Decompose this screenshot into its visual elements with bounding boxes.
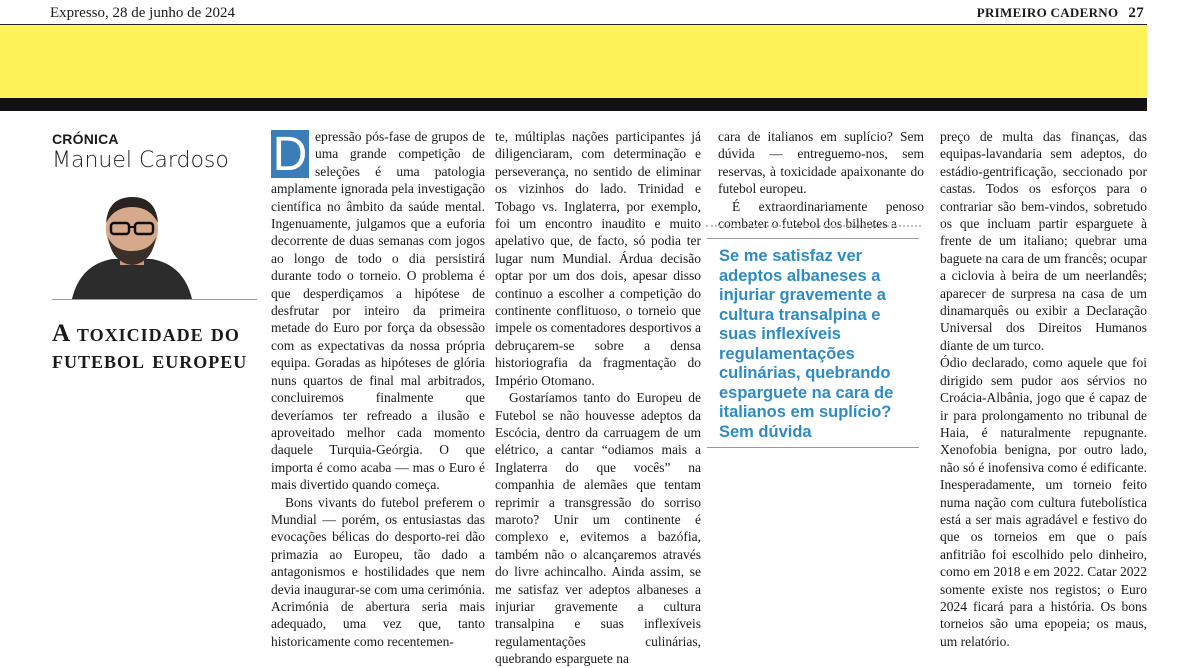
- paragraph: Gostaríamos tanto do Europeu de Futebol se não houvesse adeptos da Escócia, dentro da carruagem de um elétrico, a cantar “odiamos mais a Inglaterra do que vocês” na companhia de alemães que tentam reprimir a transgressão do sorriso maroto? Unir um continente é complexo e, evitemos a bazófia, também não o alcançaremos através do livre achincalho. Ainda assim, se me satisfaz ver adeptos albaneses a injuriar gravemente a cultura transalpina e suas inflexíveis regulamentações culinárias, quebrando esparguete na: [495, 390, 701, 667]
- pull-quote-text: Se me satisfaz ver adeptos albaneses a injuriar gravemente a cultura transalpina e suas inflexíveis regulamentações culinárias, quebrando esparguete na cara de italianos em suplício? Sem dúvida: [719, 247, 894, 441]
- text-column-2: [495, 128, 701, 668]
- byline-divider: [52, 299, 257, 300]
- author-name: Manuel Cardoso: [52, 148, 229, 173]
- text-column-1: [271, 128, 485, 650]
- page-number: 27: [1128, 5, 1144, 21]
- paragraph: preço de multa das finanças, das equipas-lavandaria sem adeptos, do estádio-gentrificação, seccionado por castas. Todos os esforços para o contrariar são bem-vindos, sobretudo os que incluam partir esparguete à frente de um italiano; quebrar uma baguete na cara de um francês; ocupar a ciclovia à beira de um neerlandês; aparecer de surpresa na casa de um dinamarquês ou exibir a Declaração Universal dos Direitos Humanos diante de um turco.: [940, 129, 1147, 353]
- text-column-3: [718, 128, 924, 232]
- section-label: [977, 5, 1144, 22]
- page-header: [0, 0, 1150, 25]
- black-rule: [0, 98, 1147, 111]
- paragraph: te, múltiplas nações participantes já diligenciaram, com determinação e perseverança, no sentido de eliminar os vizinhos do lado. Trinidad e Tobago vs. Inglaterra, por exemplo, foi um encontro inaudito e muito apelativo que, de facto, só podia ter lugar num Mundial. Árdua decisão optar por um dos dois, apesar disso continuo a escolher a competição do continente conflituoso, o torneio que impele os comentadores desportivos a debruçarem-se sobre a densa historiografia da fragmentação do Império Otomano.: [495, 129, 701, 388]
- paragraph-text: epressão pós-fase de grupos de uma grande competição de seleções é uma patologia amplamente ignorada pela investigação científica no âmbito da saúde mental. Ingenuamente, julgamos que a euforia decorrente de duas semanas com jogos ao longo de todo o dia persistirá durante todo o torneio. O problema é que desperdiçamos a hipótese de desfrutar por inteiro da primeira metade do Euro por força da obsessão com as expectativas da nossa própria equipa. Goradas as hipóteses de glória nuns quartos de final mal arbitrados, concluiremos finalmente que deveríamos ter refreado a ilusão e aproveitado melhor cada momento daquele Turquia-Geórgia. O que importa é como acaba — mas o Euro é mais divertido quando começa.: [271, 129, 485, 493]
- section-name: PRIMEIRO CADERNO: [976, 5, 1119, 20]
- drop-cap: D: [272, 128, 308, 181]
- pullquote-separator: [706, 225, 921, 227]
- pull-quote: [707, 238, 919, 448]
- paragraph: Ódio declarado, como aquele que foi dirigido sem pudor aos sérvios no Croácia-Albânia, jogo que é capaz de ir para prolongamento no tribunal de Haia, é naturalmente repugnante. Xenofobia benigna, por outro lado, não só é inofensiva como é edificante. Inesperadamente, um torneio feito numa nação com cultura futebolística está a ser mais agradável e festivo do que os torneios em que o país anfitrião foi escolhido pelo dinheiro, como em 2018 e em 2022. Catar 2022 somente existe nos registos; o Euro 2024 ficará para a história. Os bons torneios são uma epopeia; os maus, um relatório.: [940, 355, 1147, 649]
- page-margin: [1147, 0, 1179, 580]
- paragraph: Bons vivants do futebol preferem o Mundial — porém, os entusiastas das evocações bélicas do desporto-rei dão primazia ao Europeu, tão dado a antagonismos e hostilidades que nem devia inaugurar-se com uma cerimónia. Acrimónia de abertura seria mais adequado, uma vez que, tanto historicamente como recentemen-: [271, 494, 485, 649]
- article-headline: A toxicidade do futebol europeu: [52, 320, 248, 374]
- column-kicker: CRÓNICA: [52, 131, 119, 147]
- author-portrait-illustration: [52, 185, 212, 299]
- paragraph: É extraordinariamente penoso combater o futebol dos bilhetes a: [718, 198, 924, 232]
- text-column-4: [940, 128, 1147, 650]
- paragraph: [271, 128, 485, 494]
- publication-date: Expresso, 28 de junho de 2024: [50, 5, 235, 21]
- paragraph: cara de italianos em suplício? Sem dúvida — entreguemo-nos, sem reservas, à toxicidade apaixonante do futebol europeu.: [718, 129, 924, 197]
- yellow-band: [0, 25, 1147, 98]
- author-photo: [52, 185, 212, 299]
